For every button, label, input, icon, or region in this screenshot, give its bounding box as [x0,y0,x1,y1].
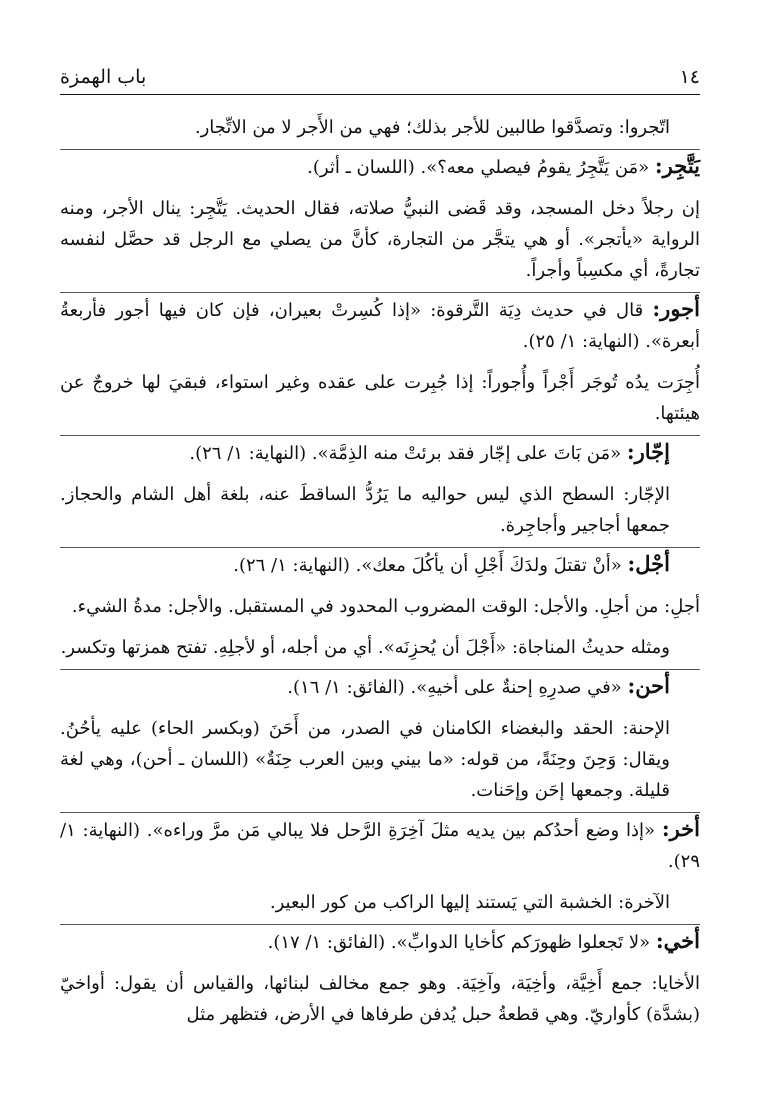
entry-heading [60,436,700,469]
entry-heading [60,813,700,877]
hadith-quote: «مَن بَاتَ على إجّار فقد برئتْ منه الذِمَّة». (النهاية: ١/ ٢٦). [189,443,622,464]
hadith-quote: «أنْ تقتلَ ولدَكَ أَجْلِ أن يأكُلَ معك». (النهاية: ١/ ٢٦). [233,555,622,576]
running-title: باب الهمزة [60,66,147,88]
hadith-quote: «مَن يَتَّجِرُ يقومُ فيصلي معه؟». (اللسان ـ أثر). [307,157,650,178]
entry-body: أُجِرَت يدُه تُوجَر أَجْراً وأُجوراً: إذا جُبِرت على عقده وغير استواء، فبقيَ لها خروجٌ عن هيئتها. [60,372,700,424]
headword: أحن: [627,673,670,698]
header-rule [60,94,700,95]
entry-heading [60,548,700,581]
hadith-quote: «إذا وضع أحدُكم بين يديه مثلَ آخِرَةِ الرَّحل فلا يبالي مَن مرَّ وراءه». (النهاية: ١/ ٢٩). [60,820,700,872]
hadith-quote: «في صدرِهِ إحنةٌ على أخيهِ». (الفائق: ١/ ١٦). [287,677,622,698]
headword: يَتَّجِر: [654,153,700,178]
entry-body: الآخرة: الخشبة التي يَستند إليها الراكب من كور البعير. [269,892,670,913]
entry-body: أجلِ: من أجلِ. والأجل: الوقت المضروب المحدود في المستقبل. والأجل: مدةُ الشيء. [71,596,700,617]
headword: أجْل: [627,551,670,576]
page-body [60,112,700,1030]
entry-continuation: اتّجروا: وتصدَّقوا طالبين للأجر بذلك؛ فهي من الأَجر لا من الاتِّجار. [194,117,670,138]
entry-body: الإجّار: السطح الذي ليس حواليه ما يَرُدُّ الساقطَ عنه، بلغة أهل الشام والحجاز. جمعها أجاجير وأجاجِرة. [60,484,670,536]
page-header [60,60,700,88]
entry-heading [60,150,700,183]
entry-body: الأخايا: جمع أَخِيَّة، وأخِيَة، وآخِيَة. وهو جمع مخالف لبنائها، والقياس أن يقول: أواخيّ (بشدَّة) كأواريّ. وهي قطعةُ حبل يُدفن طرفاها في الأرض، فتظهر مثل [60,973,700,1025]
hadith-quote: «لا تَجعلوا ظهورَكم كأخايا الدوابِّ». (الفائق: ١/ ١٧). [267,932,651,953]
headword: أخر: [661,816,700,841]
hadith-quote: قال في حديث دِيَة التَّرقوة: «إذا كُسِرتْ بعيران، فإن كان فيها أجور فأربعةُ أبعرة». (النهاية: ١/ ٢٥). [60,300,700,352]
headword: أجور: [652,296,700,321]
entry-heading [60,925,700,958]
headword: إجّار: [626,439,670,464]
entry-body: إن رجلاً دخل المسجد، وقد قَضى النبيُّ صلاته، فقال الحديث. يَتَّجِر: ينال الأجر، ومنه الرواية «يأتجر». أو هي يتجَّر من التجارة، كأنَّ من يصلي مع الرجل قد حصَّل لنفسه تجارةً، أي مكسِباً وأجراً. [60,198,700,281]
entry-body: ومثله حديثُ المناجاة: «أَجْلَ أن يُحزِنَه». أي من أجله، أو لأجلِهِ. تفتح همزتها وتكسر. [60,637,670,658]
entry-heading [60,293,700,357]
page-number: ١٤ [679,66,700,88]
entry-heading [60,670,700,703]
entry-body: الإحنة: الحقد والبغضاء الكامنان في الصدر، من أَحَنَ (وبكسر الحاء) عليه يأحُنُ. ويقال: وَحِنَ وحِنَةً، من قوله: «ما بيني وبين العرب حِنَةٌ» (اللسان ـ أحن)، وهي لغة قليلة. وجمعها إحَن وإحَنات. [60,718,670,801]
headword: أخي: [655,928,700,953]
